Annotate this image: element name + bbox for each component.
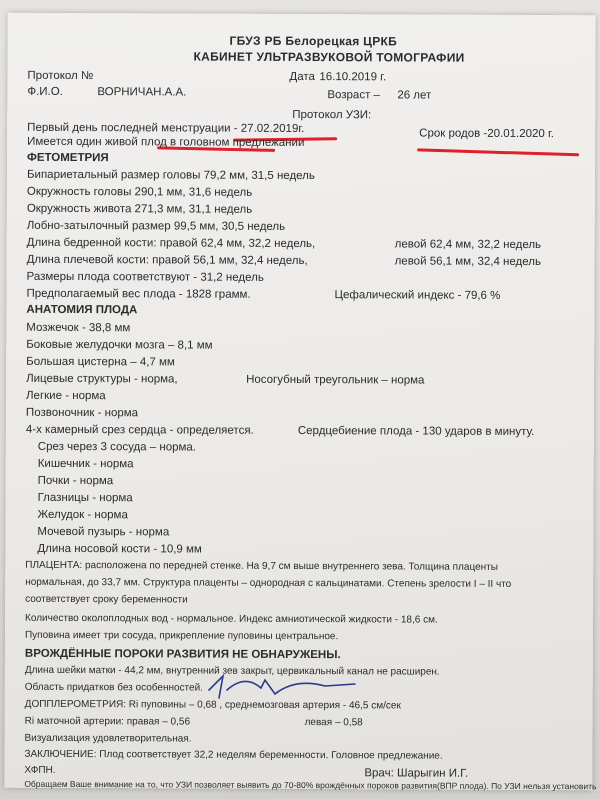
protocol-title: Протокол УЗИ: [292, 108, 372, 122]
stomach-line: Желудок - норма [37, 508, 128, 522]
head-circumference-line: Окружность головы 290,1 мм, 31,6 недель [26, 185, 253, 199]
doppler-line: ДОППЛЕРОМЕТРИЯ: Ri пуповины – 0,68 , среднемозговая артерия - 46,5 см/сек [24, 698, 401, 712]
protocol-number-label: Протокол № [27, 69, 94, 83]
disclaimer-line-1: Обращаем Ваше внимание на то, что УЗИ позволяет выявить до 70-80% врождённых пороков развития(ВПР плода). По УЗИ нельзя установить [24, 778, 597, 792]
red-underline-due-date [417, 148, 579, 156]
placenta-line-3: соответствует сроку беременности [25, 593, 188, 606]
fetal-weight-line: Предполагаемый вес плода - 1828 грамм. [26, 287, 251, 301]
three-vessel-line: Срез через 3 сосуда – норма. [37, 440, 197, 454]
last-period-line: Первый день последней менструации - 27.02.2019г. [27, 121, 305, 136]
umbilical-cord-line: Пуповина имеет три сосуда, прикрепление пуповины центральное. [24, 629, 339, 643]
lungs-line: Легкие - норма [25, 389, 106, 403]
uterine-artery-left: левая – 0,58 [304, 717, 363, 729]
fetus-line: Имеется один живой плод в головном предлежании [27, 135, 305, 150]
face-line: Лицевые структуры - норма, [26, 372, 178, 386]
doctor-line: Врач: Шарыгин И.Г. [364, 767, 469, 780]
humerus-left-value: левой 56,1 мм, 32,4 недель [394, 255, 542, 269]
kidneys-line: Почки - норма [37, 474, 114, 488]
cisterna-line: Большая цистерна – 4,7 мм [26, 355, 175, 369]
abdominal-circumference-line: Окружность живота 271,3 мм, 31,1 недель [26, 202, 253, 216]
bpd-line: Бипариетальный размер головы 79,2 мм, 31,5 недель [26, 168, 315, 183]
humerus-line: Длина плечевой кости: правой 56,1 мм, 32,4 недель, [26, 253, 308, 268]
ventricles-line: Боковые желудочки мозга – 8,1 мм [26, 338, 213, 352]
fetal-size-line: Размеры плода соответствуют - 31,2 недель [26, 270, 264, 284]
patient-name-value: ВОРНИЧАН.А.А. [97, 86, 187, 99]
nasal-bone-line: Длина носовой кости - 10,9 мм [37, 542, 202, 556]
bowel-line: Кишечник - норма [37, 457, 134, 471]
anatomy-heading: АНАТОМИЯ ПЛОДА [26, 303, 138, 317]
conclusion-fppn: ХФПН. [24, 764, 56, 776]
conclusion-line: ЗАКЛЮЧЕНИЕ: Плод соответствует 32,2 неделям беременности. Головное предлежание. [24, 748, 443, 762]
femur-line: Длина бедренной кости: правой 62,4 мм, 32,2 недель, [26, 236, 316, 251]
ofd-line: Лобно-затылочный размер 99,5 мм, 30,5 недель [26, 219, 286, 233]
malformations-line: ВРОЖДЁННЫЕ ПОРОКИ РАЗВИТИЯ НЕ ОБНАРУЖЕНЫ. [24, 647, 341, 662]
placenta-line-2: нормальная, до 33,7 мм. Структура плаценты – однородная с кальцинатами. Степень зрелости I – II что [25, 576, 512, 590]
age-label: Возраст – [327, 89, 380, 102]
patient-name-label: Ф.И.О. [27, 85, 63, 98]
uterine-artery-line: Ri маточной артерии: правая – 0,56 [24, 715, 191, 728]
orbits-line: Глазницы - норма [37, 491, 133, 505]
cervix-line: Длина шейки матки - 44,2 мм, внутренний зев закрыт, цервикальный канал не расширен. [24, 664, 440, 678]
date-label: Дата [289, 70, 315, 84]
department-title: КАБИНЕТ УЛЬТРАЗВУКОВОЙ ТОМОГРАФИИ [193, 49, 465, 65]
due-date-line: Срок родов -20.01.2020 г. [419, 127, 555, 141]
cephalic-index-line: Цефалический индекс - 79,6 % [334, 289, 501, 302]
bladder-line: Мочевой пузырь - норма [37, 525, 170, 539]
heart-rate-line: Сердцебиение плода - 130 ударов в минуту. [297, 424, 535, 439]
date-value: 16.10.2019 г. [319, 71, 387, 84]
amniotic-fluid-line: Количество околоплодных вод - нормальное. Индекс амниотической жидкости - 18,6 см. [25, 612, 438, 626]
spine-line: Позвоночник - норма [25, 406, 139, 420]
doctor-signature [205, 668, 365, 708]
heart-4ch-line: 4-х камерный срез сердца - определяется. [25, 423, 254, 437]
nasolabial-line: Носогубный треугольник – норма [246, 373, 425, 387]
femur-left-value: левой 62,4 мм, 32,2 недель [394, 238, 542, 252]
clinic-name: ГБУЗ РБ Белорецкая ЦРКБ [229, 33, 398, 49]
age-value: 26 лет [397, 89, 432, 102]
visualization-line: Визуализация удовлетворительная. [24, 732, 192, 745]
fetometry-heading: ФЕТОМЕТРИЯ [27, 151, 109, 165]
cerebellum-line: Мозжечок - 38,8 мм [26, 321, 131, 335]
placenta-line-1: ПЛАЦЕНТА: расположена по передней стенке. На 9,7 см выше внутреннего зева. Толщина плаценты [25, 559, 498, 573]
adnexa-line: Область придатков без особенностей. [24, 681, 203, 694]
